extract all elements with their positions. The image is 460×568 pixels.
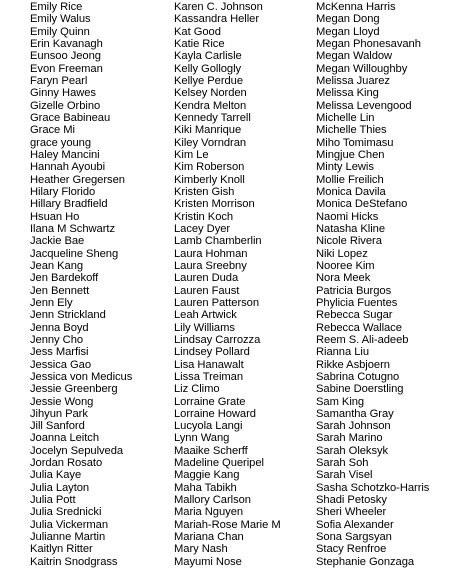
name-entry: Melissa Levengood [316, 99, 412, 112]
name-entry: Mingjue Chen [316, 148, 385, 161]
name-entry: Kassandra Heller [174, 13, 260, 26]
name-entry: Hannah Ayoubi [30, 161, 106, 174]
name-entry: Kristen Gish [174, 185, 235, 198]
name-entry: Mayumi Nose [174, 555, 242, 568]
name-entry: Kelly Gollogly [174, 62, 242, 75]
name-entry: Mariah-Rose Marie M [174, 518, 281, 531]
name-entry: Niki Lopez [316, 247, 368, 260]
name-entry: Kimberly Knoll [174, 173, 245, 186]
name-entry: Sona Sargsyan [316, 531, 392, 544]
name-column-3 [316, 1, 429, 568]
name-entry: Laura Sreebny [174, 259, 247, 272]
name-entry: Emily Quinn [30, 25, 90, 38]
name-entry: Sheri Wheeler [316, 506, 387, 519]
name-entry: Gizelle Orbino [30, 99, 101, 112]
name-entry: Heather Gregersen [30, 173, 125, 186]
name-entry: Emily Rice [30, 1, 83, 13]
name-entry: Jacqueline Sheng [30, 247, 119, 260]
name-entry: Jen Bardekoff [30, 272, 99, 285]
name-entry: Jenny Cho [30, 333, 84, 346]
name-entry: Natasha Kline [316, 222, 386, 235]
name-entry: Julianne Martin [30, 531, 106, 544]
name-entry: Kristen Morrison [174, 198, 255, 211]
name-entry: Jessie Wong [30, 395, 94, 408]
name-entry: Kayla Carlisle [174, 50, 242, 63]
name-entry: Sabrina Cotugno [316, 370, 400, 383]
name-entry: Evon Freeman [30, 62, 103, 75]
name-entry: Lamb Chamberlin [174, 235, 262, 248]
name-entry: Karen C. Johnson [174, 1, 263, 13]
name-entry: Minty Lewis [316, 161, 374, 174]
name-entry: Jessica von Medicus [30, 370, 133, 383]
name-entry: Jordan Rosato [30, 457, 103, 470]
name-entry: Melissa Juarez [316, 74, 390, 87]
name-entry: Lisa Hanawalt [174, 358, 244, 371]
name-entry: Michelle Lin [316, 111, 375, 124]
name-entry: Nicole Rivera [316, 235, 382, 248]
name-entry: Joanna Leitch [30, 432, 100, 445]
name-entry: McKenna Harris [316, 1, 396, 13]
name-entry: Liz Climo [174, 383, 220, 396]
name-entry: Monica Davila [316, 185, 386, 198]
name-entry: Stacy Renfroe [316, 543, 387, 556]
name-entry: Megan Phonesavanh [316, 37, 421, 50]
name-entry: Hilary Florido [30, 185, 96, 198]
name-entry: Mallory Carlson [174, 494, 251, 507]
name-entry: Lorraine Howard [174, 407, 256, 420]
name-column-1 [30, 1, 132, 568]
name-entry: Megan Waldow [316, 50, 393, 63]
name-entry: Kaitlyn Ritter [30, 543, 93, 556]
name-entry: Mariana Chan [174, 531, 244, 544]
name-entry: Katie Rice [174, 37, 225, 50]
name-entry: Lynn Wang [174, 432, 230, 445]
name-entry: Faryn Pearl [30, 74, 88, 87]
name-entry: Mary Nash [174, 543, 228, 556]
name-entry: Monica DeStefano [316, 198, 408, 211]
name-entry: Naomi Hicks [316, 210, 379, 223]
name-entry: Kaitrin Snodgrass [30, 555, 118, 568]
name-entry: Eunsoo Jeong [30, 50, 101, 63]
name-entry: Hsuan Ho [30, 210, 80, 223]
name-entry: Kim Roberson [174, 161, 245, 174]
name-entry: Sarah Johnson [316, 420, 391, 433]
name-entry: Julia Vickerman [30, 518, 109, 531]
name-entry: Kat Good [174, 25, 221, 38]
name-entry: Sofia Alexander [316, 518, 394, 531]
name-entry: Stephanie Gonzaga [316, 555, 415, 568]
name-entry: Maggie Kang [174, 469, 240, 482]
name-entry: Lissa Treiman [174, 370, 243, 383]
name-entry: Sasha Schotzko-Harris [316, 481, 430, 494]
name-entry: Leah Artwick [174, 309, 237, 322]
name-entry: Maha Tabikh [174, 481, 237, 494]
name-entry: Jackie Bae [30, 235, 85, 248]
name-entry: Madeline Queripel [174, 457, 264, 470]
name-entry: Sarah Visel [316, 469, 373, 482]
name-entry: Lacey Dyer [174, 222, 231, 235]
name-entry: Melissa King [316, 87, 379, 100]
name-entry: Shadi Petosky [316, 494, 387, 507]
name-entry: Lucyola Langi [174, 420, 243, 433]
name-entry: Julia Pott [30, 494, 76, 507]
name-entry: Jill Sanford [30, 420, 85, 433]
name-entry: Lindsay Carrozza [174, 333, 261, 346]
name-entry: Jess Marfisi [30, 346, 89, 359]
name-entry: Lauren Duda [174, 272, 239, 285]
name-entry: Ginny Hawes [30, 87, 96, 100]
name-entry: Miho Tomimasu [316, 136, 394, 149]
name-entry: Rebecca Wallace [316, 321, 402, 334]
name-entry: Sabine Doerstling [316, 383, 404, 396]
name-entry: Rianna Liu [316, 346, 369, 359]
name-entry: Megan Lloyd [316, 25, 380, 38]
name-entry: Kiki Manrique [174, 124, 242, 137]
name-entry: Lorraine Grate [174, 395, 246, 408]
name-entry: Kim Le [174, 148, 209, 161]
name-entry: Kendra Melton [174, 99, 247, 112]
name-entry: Emily Walus [30, 13, 91, 26]
name-entry: Kristin Koch [174, 210, 234, 223]
name-entry: Nora Meek [316, 272, 371, 285]
name-entry: Reem S. Ali-adeeb [316, 333, 409, 346]
name-entry: Sarah Oleksyk [316, 444, 389, 457]
name-entry: Patricia Burgos [316, 284, 392, 297]
name-entry: Sam King [316, 395, 365, 408]
name-entry: Kiley Vorndran [174, 136, 247, 149]
name-entry: Julia Kaye [30, 469, 82, 482]
name-entry: Lily Williams [174, 321, 235, 334]
name-entry: Rebecca Sugar [316, 309, 393, 322]
name-entry: Michelle Thies [316, 124, 387, 137]
name-entry: Kennedy Tarrell [174, 111, 251, 124]
name-entry: Lauren Faust [174, 284, 240, 297]
name-entry: Rikke Asbjoern [316, 358, 390, 371]
name-entry: Jean Kang [30, 259, 84, 272]
name-entry: Erin Kavanagh [30, 37, 103, 50]
name-entry: Jessie Greenberg [30, 383, 118, 396]
name-entry: Kellye Perdue [174, 74, 244, 87]
name-entry: Maaike Scherff [174, 444, 248, 457]
name-entry: Grace Mi [30, 124, 75, 137]
name-entry: Jenn Strickland [30, 309, 106, 322]
name-entry: Laura Hohman [174, 247, 248, 260]
name-column-2 [174, 1, 281, 568]
name-entry: Lindsey Pollard [174, 346, 250, 359]
name-entry: Jen Bennett [30, 284, 90, 297]
name-entry: Maria Nguyen [174, 506, 244, 519]
name-entry: Julia Srednicki [30, 506, 102, 519]
name-entry: Megan Willoughby [316, 62, 408, 75]
name-entry: Hillary Bradfield [30, 198, 108, 211]
name-entry: Mollie Freilich [316, 173, 384, 186]
name-entry: Samantha Gray [316, 407, 394, 420]
name-entry: Grace Babineau [30, 111, 111, 124]
name-entry: Jocelyn Sepulveda [30, 444, 124, 457]
name-entry: Jihyun Park [30, 407, 88, 420]
name-entry: Lauren Patterson [174, 296, 260, 309]
name-entry: Sarah Soh [316, 457, 369, 470]
name-entry: Jenn Ely [30, 296, 73, 309]
name-entry: Phylicia Fuentes [316, 296, 398, 309]
name-entry: Haley Mancini [30, 148, 100, 161]
name-entry: Jenna Boyd [30, 321, 89, 334]
name-entry: Ilana M Schwartz [30, 222, 116, 235]
name-entry: Nooree Kim [316, 259, 375, 272]
name-entry: Kelsey Norden [174, 87, 247, 100]
name-entry: grace young [30, 136, 92, 149]
name-entry: Sarah Marino [316, 432, 383, 445]
name-entry: Megan Dong [316, 13, 380, 26]
name-entry: Jessica Gao [30, 358, 92, 371]
name-entry: Julia Layton [30, 481, 90, 494]
